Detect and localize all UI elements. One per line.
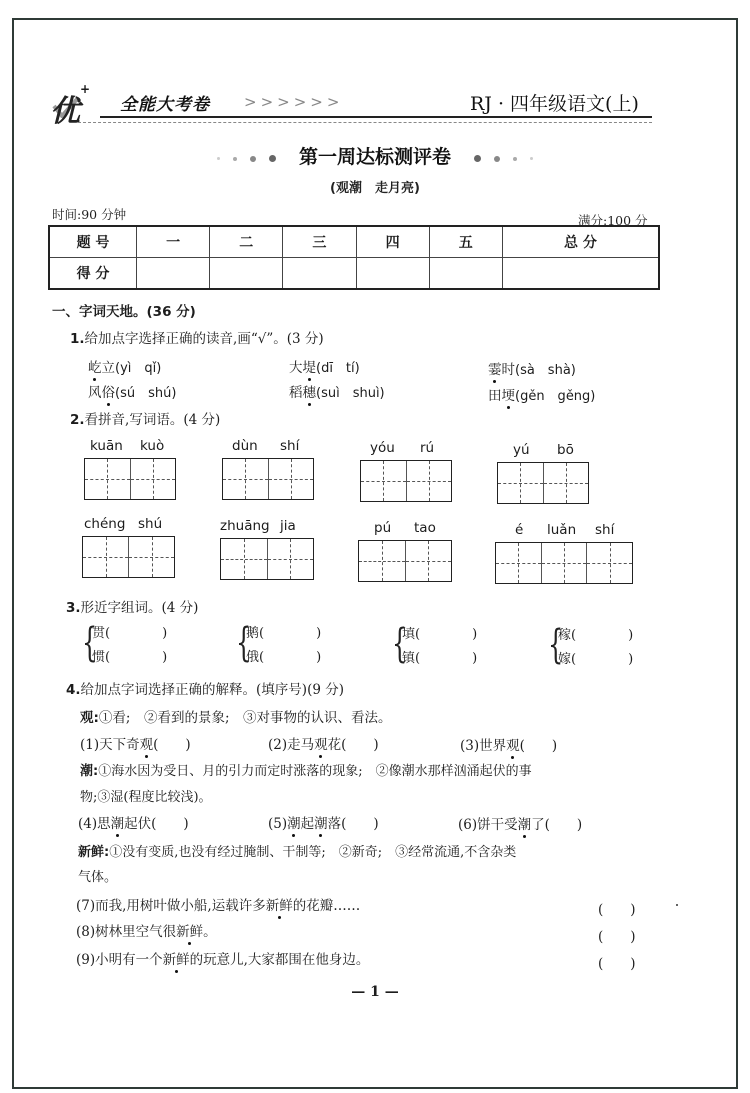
- question-text: 给加点字选择正确的读音,画“√”。(3 分): [84, 331, 324, 347]
- answer-blank: 花( ): [327, 737, 379, 753]
- answer-blank: ( ): [153, 737, 191, 753]
- word-grid[interactable]: [360, 440, 454, 504]
- answer-blank[interactable]: ( ): [598, 929, 636, 945]
- word-grid[interactable]: [495, 522, 635, 586]
- pinyin-syllable: tao: [414, 520, 436, 536]
- pinyin-syllable: luǎn: [547, 522, 577, 538]
- item-text: (6)饼干受: [458, 817, 518, 833]
- pinyin-options: (suì shuì): [316, 386, 385, 401]
- decor-dot: [233, 157, 237, 161]
- chao-item[interactable]: [268, 812, 379, 832]
- item-text: (5): [268, 816, 288, 832]
- item-char: 风: [88, 385, 102, 401]
- similar-char-pair: [82, 622, 202, 666]
- pinyin-syllable: yú: [513, 442, 530, 458]
- pinyin-syllable: yóu: [370, 440, 395, 456]
- definition-text: ①海水因为受日、月的引力而定时涨落的现象; ②像潮水那样汹涌起伏的事: [98, 764, 532, 779]
- guan-item[interactable]: [268, 733, 379, 753]
- char-blank[interactable]: 嫁( ): [558, 652, 634, 667]
- item-char: 田: [488, 388, 502, 404]
- sentence-item: [76, 920, 217, 940]
- item-char: 时: [501, 362, 515, 378]
- pinyin-options: (sà shà): [515, 363, 576, 378]
- pinyin-item[interactable]: [488, 358, 576, 378]
- page-title-row: [0, 142, 750, 169]
- brace-icon: {: [82, 620, 98, 666]
- tianzige-box[interactable]: [358, 540, 452, 582]
- pinyin-syllable: shí: [280, 438, 300, 454]
- char-blank[interactable]: 惯( ): [92, 650, 168, 665]
- row-header: 题 号: [49, 226, 137, 258]
- score-cell[interactable]: [429, 258, 502, 290]
- chao-item[interactable]: [458, 813, 582, 833]
- pinyin-syllable: zhuāng: [220, 518, 270, 534]
- column-header: 五: [429, 226, 502, 258]
- sentence-text: (7)而我,用树叶做小船,运载许多: [76, 898, 266, 914]
- pinyin-item[interactable]: [289, 356, 360, 376]
- tianzige-box[interactable]: [82, 536, 175, 578]
- item-text: 起: [300, 816, 315, 832]
- word-grid[interactable]: [84, 438, 178, 502]
- similar-char-pair: [236, 622, 356, 666]
- dotted-char: 潮: [314, 812, 328, 832]
- table-row: [49, 258, 659, 290]
- score-cell[interactable]: [356, 258, 429, 290]
- column-header: 二: [210, 226, 283, 258]
- column-header: 一: [137, 226, 210, 258]
- similar-char-pair: [392, 623, 512, 667]
- column-header: 总 分: [502, 226, 659, 258]
- answer-blank: ( ): [519, 738, 558, 754]
- pinyin-options: (yì qǐ): [115, 361, 162, 376]
- word-grid[interactable]: [358, 520, 454, 584]
- char-blank[interactable]: 贯( ): [92, 626, 168, 641]
- tianzige-box[interactable]: [84, 458, 176, 500]
- dotted-char: 观: [506, 734, 520, 754]
- char-blank[interactable]: 俄( ): [246, 650, 322, 665]
- char-blank[interactable]: 填( ): [402, 627, 478, 642]
- question-number: 4.: [66, 682, 81, 698]
- question-number: 2.: [70, 412, 85, 428]
- answer-blank[interactable]: ( ): [598, 902, 636, 918]
- pinyin-syllable: pú: [374, 520, 392, 536]
- guan-item[interactable]: [80, 733, 191, 753]
- pinyin-syllable: dùn: [232, 438, 258, 454]
- definition-text: ①看; ②看到的景象; ③对事物的认识、看法。: [98, 710, 392, 726]
- term: 潮:: [80, 764, 99, 779]
- sentence-item: [76, 948, 369, 968]
- decor-dot: [494, 156, 500, 162]
- sentence-text: 。: [203, 924, 217, 940]
- pinyin-item[interactable]: [289, 381, 385, 401]
- pinyin-syllable: bō: [557, 442, 574, 458]
- pinyin-options: (dī tí): [316, 361, 360, 376]
- tianzige-box[interactable]: [360, 460, 452, 502]
- word-grid[interactable]: [220, 518, 316, 582]
- header-arrows-decoration: >>>>>>: [244, 93, 344, 111]
- sentence-text: (9)小明有一个: [76, 952, 163, 968]
- page-title: 第一周达标测评卷: [298, 146, 451, 168]
- brace-icon: {: [236, 620, 252, 666]
- chao-item[interactable]: [78, 812, 189, 832]
- brand-logo: 优: [50, 94, 78, 129]
- question-number: 1.: [70, 331, 85, 347]
- tianzige-box[interactable]: [497, 462, 589, 504]
- pinyin-syllable: jia: [280, 518, 296, 534]
- sentence-text: 的花瓣……: [292, 898, 361, 914]
- char-blank[interactable]: 鹅( ): [246, 626, 322, 641]
- decor-dot: [217, 157, 220, 160]
- question-2-prompt: [70, 408, 220, 428]
- question-text: 给加点字词选择正确的解释。(填序号)(9 分): [80, 682, 344, 698]
- brand-title: 全能大考卷: [120, 95, 210, 115]
- answer-blank: 起伏( ): [124, 816, 189, 832]
- decor-dot: [474, 155, 481, 162]
- brace-icon: {: [392, 621, 408, 667]
- dotted-char: 观: [140, 733, 154, 753]
- score-cell[interactable]: [137, 258, 210, 290]
- dotted-char: 霎: [488, 358, 502, 378]
- definition-chao-cont: 物;③湿(程度比较浅)。: [80, 790, 212, 805]
- page-number: — 1 —: [351, 984, 399, 1000]
- header-dotted-divider: [78, 122, 652, 123]
- tianzige-box[interactable]: [222, 458, 314, 500]
- word-grid[interactable]: [222, 438, 316, 502]
- word-grid[interactable]: [82, 516, 176, 580]
- section-heading: 一、字词天地。(36 分): [52, 304, 196, 320]
- header-divider: [100, 116, 652, 118]
- score-cell[interactable]: [210, 258, 283, 290]
- answer-blank: 了( ): [531, 817, 583, 833]
- page-subtitle: (观潮 走月亮): [330, 181, 420, 196]
- score-table: [48, 225, 660, 290]
- exam-time: 时间:90 分钟: [52, 207, 127, 222]
- pinyin-item[interactable]: [88, 381, 176, 401]
- char-blank[interactable]: 稼( ): [558, 628, 634, 643]
- pinyin-syllable: shú: [138, 516, 163, 532]
- pinyin-syllable: chéng: [84, 516, 126, 532]
- question-text: 形近字组词。(4 分): [80, 600, 199, 616]
- brace-icon: {: [548, 622, 564, 668]
- pinyin-options: (gěn gěng): [515, 389, 596, 404]
- item-text: (3)世界: [460, 738, 507, 754]
- full-score: 满分:100 分: [578, 213, 648, 228]
- char-blank[interactable]: 镇( ): [402, 651, 478, 666]
- item-text: (4)思: [78, 816, 111, 832]
- question-3-prompt: [66, 596, 198, 616]
- table-row: [49, 226, 659, 258]
- grade-label: RJ · 四年级语文(上): [470, 93, 639, 115]
- pinyin-item[interactable]: [88, 356, 161, 376]
- item-text: (1)天下奇: [80, 737, 140, 753]
- sentence-item: [76, 894, 360, 914]
- question-text: 看拼音,写词语。(4 分): [84, 412, 221, 428]
- dotted-char: 埂: [502, 384, 516, 404]
- definition-xinxian-cont: 气体。: [78, 870, 118, 885]
- decor-dot: [250, 156, 256, 162]
- dotted-word: 新鲜: [266, 894, 293, 914]
- item-char: 大: [289, 360, 303, 376]
- dotted-char: 屹: [88, 356, 102, 376]
- question-number: 3.: [66, 600, 81, 616]
- tianzige-box[interactable]: [220, 538, 314, 580]
- question-4-prompt: [66, 678, 344, 698]
- term: 观:: [80, 710, 99, 726]
- item-char: 稻: [289, 385, 303, 401]
- decor-dot: [513, 157, 517, 161]
- answer-blank[interactable]: ( ): [598, 956, 636, 972]
- decor-dot: [530, 157, 533, 160]
- item-char: 立: [101, 360, 115, 376]
- term: 新鲜:: [78, 845, 110, 860]
- dotted-char: 潮: [518, 813, 532, 833]
- definition-guan: [80, 706, 392, 726]
- pinyin-syllable: rú: [420, 440, 435, 456]
- pinyin-syllable: shí: [595, 522, 615, 538]
- item-text: (2)走马: [268, 737, 315, 753]
- stray-mark: [676, 904, 678, 906]
- dotted-char: 潮: [111, 812, 125, 832]
- score-cell[interactable]: [283, 258, 356, 290]
- pinyin-syllable: kuān: [90, 438, 123, 454]
- definition-chao: [80, 760, 532, 779]
- brand-plus-mark: +: [80, 82, 91, 96]
- question-1-prompt: [70, 327, 324, 347]
- decor-dot: [269, 155, 276, 162]
- dotted-char: 潮: [287, 812, 301, 832]
- column-header: 三: [283, 226, 356, 258]
- definition-xinxian: [78, 841, 516, 860]
- dotted-char: 观: [314, 733, 328, 753]
- column-header: 四: [356, 226, 429, 258]
- dotted-word: 新鲜: [163, 948, 190, 968]
- pinyin-options: (sú shú): [115, 386, 177, 401]
- sentence-text: 的玩意儿,大家都围在他身边。: [189, 952, 370, 968]
- dotted-char: 堤: [303, 356, 317, 376]
- pinyin-syllable: é: [515, 522, 524, 538]
- similar-char-pair: [548, 624, 668, 668]
- dotted-word: 新鲜: [176, 920, 203, 940]
- answer-blank: 落( ): [327, 816, 379, 832]
- definition-text: ①没有变质,也没有经过腌制、干制等; ②新奇; ③经常流通,不含杂类: [109, 845, 517, 860]
- pinyin-syllable: kuò: [140, 438, 165, 454]
- word-grid[interactable]: [497, 442, 591, 506]
- dotted-char: 俗: [102, 381, 116, 401]
- row-header: 得 分: [49, 258, 137, 290]
- score-cell[interactable]: [502, 258, 659, 290]
- pinyin-item[interactable]: [488, 384, 595, 404]
- guan-item[interactable]: [460, 734, 557, 754]
- sentence-text: (8)树林里空气很: [76, 924, 177, 940]
- tianzige-box[interactable]: [495, 542, 633, 584]
- dotted-char: 穗: [303, 381, 317, 401]
